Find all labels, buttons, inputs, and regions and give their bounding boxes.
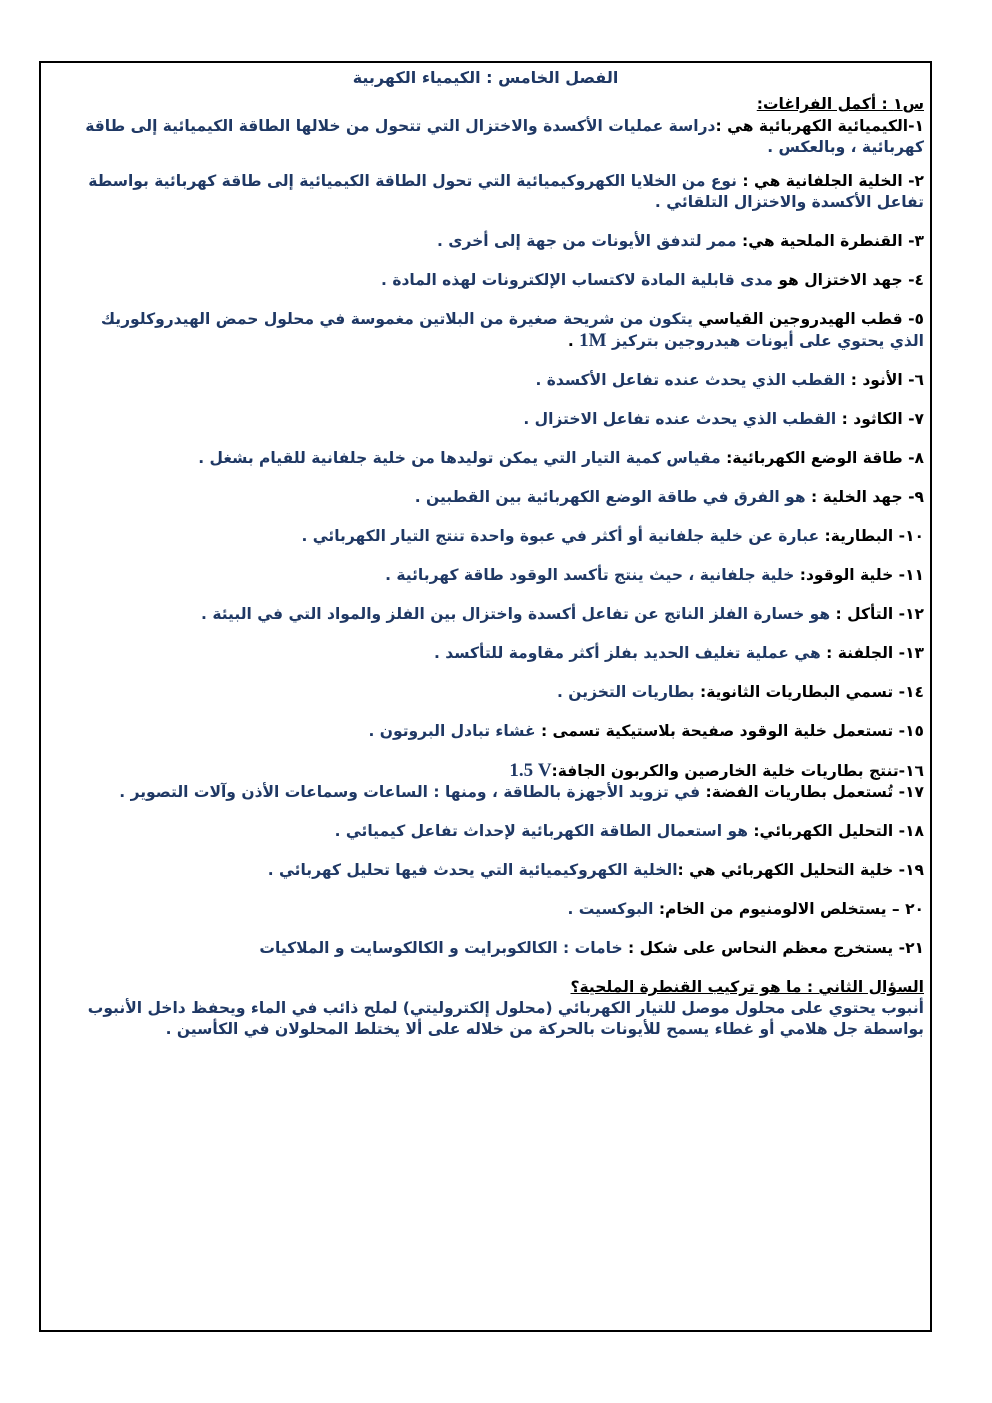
item-term: ١١- خلية الوقود: <box>799 566 924 584</box>
item-term: ١٤- تسمي البطاريات الثانوية: <box>700 683 924 701</box>
list-item <box>71 526 924 547</box>
item-definition: هو الفرق في طاقة الوضع الكهربائية بين القطبين . <box>414 488 806 506</box>
list-item <box>71 487 924 508</box>
item-definition: القطب الذي يحدث عنده تفاعل الاختزال . <box>523 410 837 428</box>
list-item <box>71 760 924 782</box>
item-definition: في تزويد الأجهزة بالطاقة ، ومنها : الساعات وسماعات الأذن وآلات التصوير . <box>119 783 701 801</box>
item-definition: الخلية الكهروكيميائية التي يحدث فيها تحليل كهربائي . <box>267 861 678 879</box>
list-item <box>71 409 924 430</box>
item-definition: نوع من الخلايا الكهروكيميائية التي تحول الطاقة الكيميائية إلى طاقة كهربائية بواسطة تفاعل الأكسدة والاختزال التلقائي . <box>88 172 924 211</box>
item-term: ١-الكيميائية الكهربائية هي : <box>715 117 924 135</box>
list-item <box>71 604 924 625</box>
question-1-heading: س١ : أكمل الفراغات: <box>756 95 924 113</box>
item-definition: دراسة عمليات الأكسدة والاختزال التي تتحول من خلالها الطاقة الكيميائية إلى طاقة كهربائية ، وبالعكس . <box>85 117 924 156</box>
page-title: الفصل الخامس : الكيمياء الكهربية <box>352 68 619 87</box>
list-item <box>71 171 924 213</box>
worksheet-content <box>71 94 924 1040</box>
item-definition: بطاريات التخزين . <box>557 683 695 701</box>
list-item <box>71 860 924 881</box>
list-item <box>71 116 924 158</box>
question-2-heading: السؤال الثاني : ما هو تركيب القنطرة الملحية؟ <box>570 978 924 996</box>
item-term: ٢١- يستخرج معظم النحاس على شكل : <box>628 939 924 957</box>
item-term: ٣- القنطرة الملحية هي: <box>742 232 924 250</box>
item-term: ١٢- التأكل : <box>835 605 924 623</box>
item-term: ١٩- خلية التحليل الكهربائي هي : <box>677 861 924 879</box>
list-item <box>71 682 924 703</box>
item-definition: غشاء تبادل البروتون . <box>368 722 536 740</box>
item-term: ١٨- التحليل الكهربائي: <box>753 822 924 840</box>
list-item <box>71 782 924 803</box>
item-term: ٢٠ – يستخلص الالومنيوم من الخام: <box>658 900 924 918</box>
concentration-value: 1M <box>579 330 607 351</box>
item-term: ١٣- الجلفنة : <box>826 644 924 662</box>
item-term: ١٧- تُستعمل بطاريات الفضة: <box>705 783 924 801</box>
list-item <box>71 565 924 586</box>
item-term: ٢- الخلية الجلفانية هي : <box>742 172 924 190</box>
item-tail: . <box>567 332 580 350</box>
item-term: ١٠- البطارية: <box>824 527 924 545</box>
item-term: ٥- قطب الهيدروجين القياسي <box>698 310 924 328</box>
list-item <box>71 231 924 252</box>
list-item <box>71 938 924 959</box>
list-item <box>71 643 924 664</box>
item-definition: عبارة عن خلية جلفانية أو أكثر في عبوة واحدة تنتج التيار الكهربائي . <box>301 527 820 545</box>
item-definition: مقياس كمية التيار التي يمكن توليدها من خلية جلفانية للقيام بشغل . <box>198 449 721 467</box>
item-definition: القطب الذي يحدث عنده تفاعل الأكسدة . <box>535 371 846 389</box>
page-frame <box>39 61 932 1332</box>
list-item <box>71 721 924 742</box>
item-term: ٨- طاقة الوضع الكهربائية: <box>726 449 924 467</box>
item-definition: ممر لتدفق الأيونات من جهة إلى أخرى . <box>436 232 737 250</box>
item-definition: هي عملية تغليف الحديد بفلز أكثر مقاومة للتأكسد . <box>434 644 821 662</box>
item-term: ١٦-تنتج بطاريات خلية الخارصين والكربون الجافة: <box>551 762 924 780</box>
question-2-answer: أنبوب يحتوي على محلول موصل للتيار الكهربائي (محلول إلكتروليتي) لملح ذائب في الماء ويحفظ داخل الأنبوب بواسطة جل هلامي أو غطاء يسمح للأيونات بالحركة من خلاله على ألا يختلط المحلولان في الكأسين . <box>87 999 924 1038</box>
list-item <box>71 899 924 920</box>
item-term: ٧- الكاثود : <box>841 410 924 428</box>
item-definition: يتكون من شريحة صغيرة من البلاتين مغموسة في محلول حمض الهيدروكلوريك الذي يحتوي على أيونات هيدروجين بتركيز <box>100 310 924 350</box>
item-definition: مدى قابلية المادة لاكتساب الإلكترونات لهذه المادة . <box>381 271 773 289</box>
list-item <box>71 309 924 352</box>
item-definition: البوكسيت . <box>567 900 654 918</box>
item-term: ١٥- تستعمل خلية الوقود صفيحة بلاستيكية تسمى : <box>540 722 924 740</box>
item-definition: خامات : الكالكوبرايت و الكالكوسايت و الملاكيات <box>259 939 623 957</box>
list-item <box>71 270 924 291</box>
item-definition: هو خسارة الفلز الناتج عن تفاعل أكسدة واختزال بين الفلز والمواد التي في البيئة . <box>201 605 831 623</box>
list-item <box>71 821 924 842</box>
item-term: ٩- جهد الخلية : <box>810 488 924 506</box>
list-item <box>71 370 924 391</box>
item-definition: هو استعمال الطاقة الكهربائية لإحداث تفاعل كيميائي . <box>334 822 748 840</box>
voltage-value: 1.5 V <box>509 760 552 781</box>
item-term: ٤- جهد الاختزال هو <box>778 271 924 289</box>
item-term: ٦- الأنود : <box>850 371 924 389</box>
list-item <box>71 448 924 469</box>
item-definition: خلية جلفانية ، حيث ينتج تأكسد الوقود طاقة كهربائية . <box>385 566 795 584</box>
